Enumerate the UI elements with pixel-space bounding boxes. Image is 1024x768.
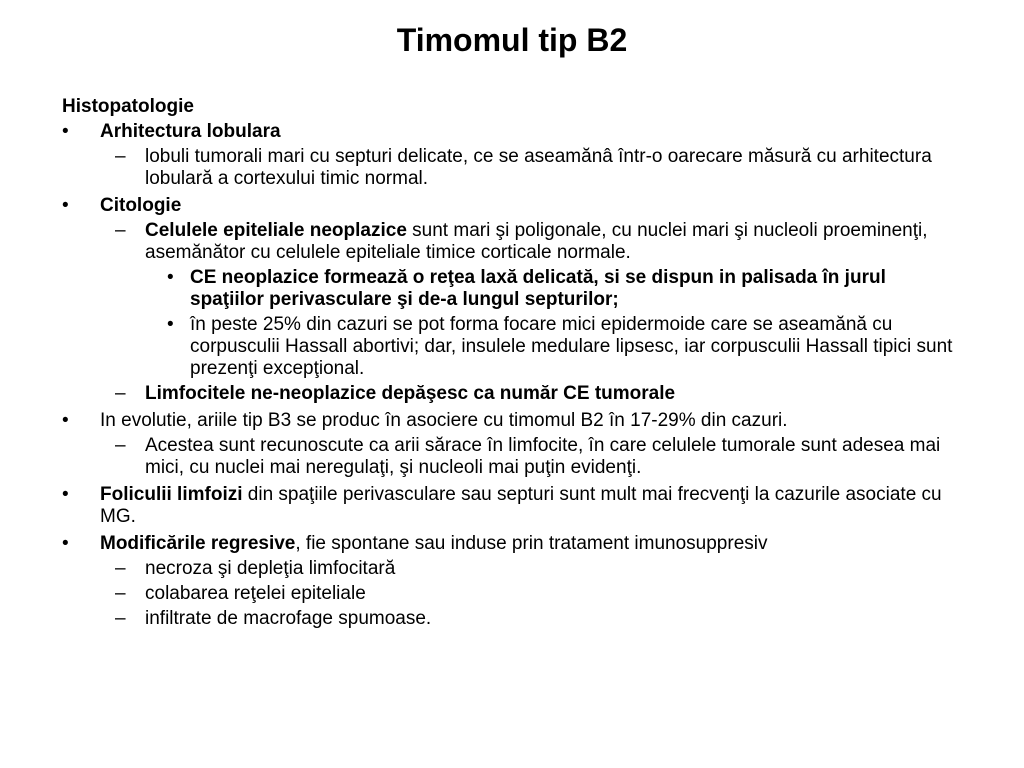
sub-sub-item-text: în peste 25% din cazuri se pot forma focare mici epidermoide care se aseamănă cu corpusculii Hassall abortivi; dar, insulele medulare lipsesc, iar corpusculii Hassall tipici sunt prezenţi excepţional. [190,314,953,379]
sub-item-bold-text: Celulele epiteliale neoplazice [145,220,407,241]
dash-marker: – [115,608,126,629]
bullet-item [62,121,962,143]
sub-item-text: colabarea reţelei epiteliale [145,583,366,604]
sub-sub-item-text: CE neoplazice formează o reţea laxă delicată, si se dispun in palisada în jurul spaţiilor perivasculare şi de-a lungul septurilor; [190,267,886,310]
bullet-bold-foliculi: Foliculii limfoizi [100,484,243,505]
bullet-item [62,195,962,217]
sub-item-text: necroza şi depleţia limfocitară [145,558,396,579]
slide-content [62,96,962,633]
section-heading [62,96,962,118]
sub-sub-item [62,267,962,311]
sub-item-text: Limfocitele ne-neoplazice depăşesc ca număr CE tumorale [145,383,676,404]
bullet-marker: • [167,267,174,288]
sub-item [62,146,962,190]
bullet-marker: • [167,314,174,335]
bullet-marker: • [62,121,69,142]
bullet-marker: • [62,533,69,554]
sub-sub-item [62,314,962,380]
bullet-item [62,533,962,555]
bullet-item [62,410,962,432]
sub-item [62,383,962,405]
bullet-marker: • [62,484,69,505]
bullet-title-arhitectura: Arhitectura lobulara [100,121,281,142]
sub-item-text: lobuli tumorali mari cu septuri delicate, ce se aseamănâ într-o oarecare măsură cu arhitectura lobulară a cortexului timic normal. [145,146,932,189]
sub-item [62,435,962,479]
sub-item-text: Acestea sunt recunoscute ca arii sărace în limfocite, în care celulele tumorale sunt adesea mai mici, cu nuclei mai neregulaţi, şi nucleoli mai puţin evidenţi. [145,435,941,478]
bullet-text-foliculi: din spaţiile perivasculare sau septuri sunt mult mai frecvenţi la cazurile asociate cu MG. [100,484,942,527]
bullet-text-evolutie: In evolutie, ariile tip B3 se produc în asociere cu timomul B2 în 17-29% din cazuri. [100,410,788,431]
dash-marker: – [115,383,126,404]
bullet-title-citologie: Citologie [100,195,182,216]
dash-marker: – [115,146,126,167]
section-heading-text: Histopatologie [62,96,194,117]
dash-marker: – [115,583,126,604]
slide-title: Timomul tip B2 [396,22,628,58]
bullet-marker: • [62,195,69,216]
sub-item-text: sunt mari şi poligonale, cu nuclei mari şi nucleoli proeminenţi, asemănător cu celulele epiteliale timice corticale normale. [145,220,928,263]
bullet-marker: • [62,410,69,431]
bullet-bold-regresive: Modificările regresive [100,533,296,554]
sub-item [62,558,962,580]
bullet-text-regresive: , fie spontane sau induse prin tratament imunosuppresiv [295,533,768,554]
sub-item [62,583,962,605]
sub-item-text: infiltrate de macrofage spumoase. [145,608,432,629]
sub-item [62,608,962,630]
sub-item [62,220,962,264]
dash-marker: – [115,220,126,241]
bullet-item [62,484,962,528]
dash-marker: – [115,558,126,579]
dash-marker: – [115,435,126,456]
